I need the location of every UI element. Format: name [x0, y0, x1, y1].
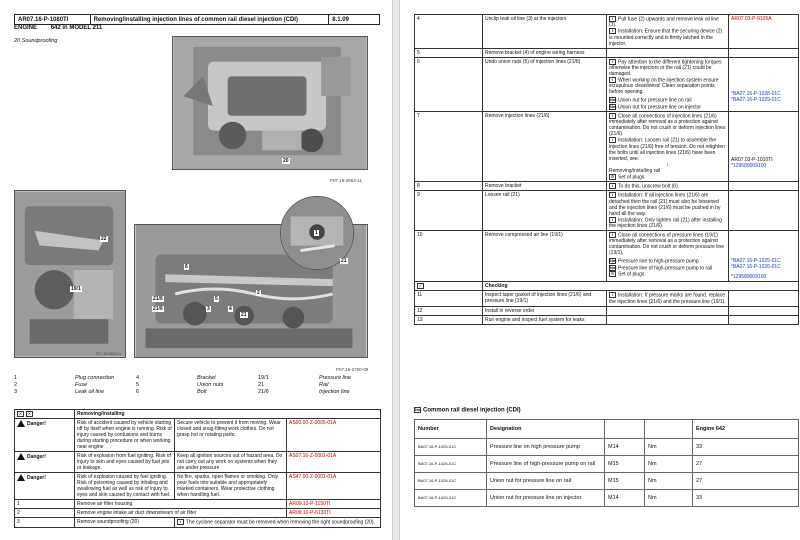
figure2-tag: 21: [341, 258, 347, 264]
table-row: 3 Remove soundproofing (20) i The cyclone separator must be removed when removing the right soundproofing (20).: [15, 518, 381, 527]
torque-icon: Nm: [415, 407, 422, 412]
info-icon: i: [609, 28, 616, 34]
document-header: [14, 14, 380, 25]
figure2-inset-code: P07.16-2608-01: [96, 352, 122, 356]
table-row: BA07.16-P-1026-01C Pressure line of high-pressure pump on rail M15 Nm 27: [415, 456, 799, 473]
table-row: 8 Remove bracket i To do this, unscrew bolt (6).: [415, 181, 799, 190]
reference-link[interactable]: *BA07.16-P-1026-01C: [731, 263, 781, 270]
right-page: [400, 0, 800, 540]
info-icon: i: [177, 519, 184, 525]
table-row: 2 Remove engine intake air duct downstream of air filter AR09.10-P-6130TI: [15, 509, 381, 518]
engine-model: 642 in MODEL 211: [50, 25, 103, 31]
figure-legend: [14, 375, 380, 396]
legend-row: 2 Fuse 5 Union nuts 21 Rail: [14, 382, 329, 388]
reference-link[interactable]: AS07.16-Z-0001-01A: [287, 452, 381, 473]
table-row: 1 Remove air filter housing AR09.10-P-1150TI: [15, 500, 381, 509]
danger-icon: [17, 420, 25, 427]
danger-icon: [17, 453, 25, 460]
check-icon: ✓: [418, 282, 423, 288]
engine-label: ENGINE: [14, 25, 38, 31]
figure1-caption: 20 Soundproofing: [14, 38, 58, 44]
table-row: Danger! Risk of accident caused by vehicle starting off by itself when engine is running. Risk of injury caused by contusions and burns during starting procedure or when working near engine Secure vehicle to prevent it from moving. Wear closed and snug-fitting work clothes. Do not grasp hot or rotating parts. AS00.00-Z-0005-01A: [15, 419, 381, 452]
left-page: [0, 0, 392, 540]
table-row: 4 Unclip leak oil line (3) at the injectors i Pull fuse (2) upwards and remove leak oil line (3). i Installation: Ensure that the securing device (2) is mounted correctly and is firmly latched in the injector. AR07.03-P-9105A: [415, 15, 799, 49]
reference-link[interactable]: AS00.00-Z-0005-01A: [287, 419, 381, 452]
table-header-row: Number Designation Engine 642: [415, 420, 799, 439]
table-row: 5 Remove bracket (4) of engine wiring harness: [415, 48, 799, 57]
torque-icon: Nm: [610, 97, 617, 103]
steps-table: [414, 14, 799, 325]
tool-icon: ⚙: [610, 173, 615, 179]
reference-link[interactable]: *129589009100: [731, 162, 767, 169]
figure2-tag: 21/6: [153, 296, 163, 302]
figure2-tag: 2: [257, 290, 260, 296]
table-row: BA07.16-P-1028-01C Union nut for pressure line on rail M15 Nm 27: [415, 473, 799, 490]
reference-link[interactable]: AS47.00-Z-0001-01A: [287, 473, 381, 500]
removing-installing-table: [14, 409, 381, 528]
table-row: Danger! Risk of explosion from fuel igniting. Risk of injury to skin and eyes caused by fuel jets or leakage. Keep all ignition sources out of hazard area. Do not carry out any work on systems when they are under pressure AS07.16-Z-0001-01A: [15, 452, 381, 473]
table-row-checking: ✓ Checking: [415, 281, 799, 290]
figure2-tag: 5: [215, 296, 218, 302]
figure1-code: P07.16-2663-11: [330, 178, 362, 183]
table-row: 12 Install in reverse order: [415, 306, 799, 315]
tool-icon: ✕: [18, 411, 23, 416]
torque-icon: Nm: [610, 264, 617, 270]
legend-row: 3 Leak oil line 6 Bolt 21/6 Injection line: [14, 389, 350, 395]
figure2-tag: 21/6: [153, 306, 163, 312]
table-row: 13 Run engine and inspect fuel system for leaks: [415, 315, 799, 324]
caution-icon: !: [609, 232, 616, 238]
table-row: 6 Undo union nuts (5) of injection lines (21/6) ! Pay attention to the different tightening torques otherwise the injectors or the rail (21) could be damaged. i When working on the injection system ensure scrupulous cleanliness! Clean separation points before opening. Nm Union nut for pressure line on rail Nm Union nut for pressure line on injector *BA07.16-P-1028-01C *BA07.16-P-1029-01C: [415, 57, 799, 111]
caution-icon: !: [609, 113, 616, 119]
info-icon: i: [609, 217, 616, 223]
table-title: Removing/installing: [75, 410, 381, 419]
figure2-code: P07.16-2700-09: [336, 367, 369, 372]
reference-link[interactable]: AR07.03-P-1010TI: [731, 156, 773, 163]
figure2-tag: 21: [241, 312, 247, 318]
figure2-tag: 4: [229, 306, 232, 312]
figure2-tag: 22: [101, 236, 107, 242]
legend-row: 1 Plug connection 4 Bracket 19/1 Pressure line: [14, 375, 352, 381]
figure2-tag: 1: [315, 230, 318, 236]
cdi-section-title: Nm Common rail diesel injection (CDI): [415, 407, 521, 414]
figure2-tag: 19/1: [71, 286, 81, 292]
info-icon: i: [609, 16, 616, 22]
figure1-tag: 20: [283, 158, 289, 164]
reference-link[interactable]: *BA07.16-P-1029-01C: [731, 96, 781, 103]
table-row: Danger! Risk of explosion caused by fuel igniting. Risk of poisoning caused by inhaling and swallowing fuel as well as risk of injury to eyes and skin caused by contact with fuel. No fire, sparks, open flames or smoking. Only pour fuels into suitable and appropriately marked containers. Wear protective clothing when handling fuel. AS47.00-Z-0001-01A: [15, 473, 381, 500]
table-header-row: [15, 410, 381, 419]
info-icon: i: [609, 192, 616, 198]
info-icon: i: [609, 137, 616, 143]
reference-link[interactable]: *129589009100: [731, 273, 767, 280]
figure2-tag: 6: [185, 264, 188, 270]
tool-icon: ⚙: [610, 270, 615, 276]
figure2-tag: 3: [207, 306, 210, 312]
table-row: BA07.16-P-1025-01C Pressure line on high pressure pump M14 Nm 33: [415, 439, 799, 456]
reference-link[interactable]: AR09.10-P-1150TI: [287, 500, 381, 509]
table-row: 11 Inspect taper gasket of injection lines (21/6) and pressure line (19/1) i Installation: If pressure marks are found, replace the injection lines (21/6) and the pressure line (19/1).: [415, 291, 799, 306]
info-icon: i: [609, 183, 616, 189]
reference-link[interactable]: AR09.10-P-6130TI: [287, 509, 381, 518]
reference-link[interactable]: *BA07.16-P-1028-01C: [731, 90, 781, 97]
table-row: 7 Remove injection lines (21/6) ! Close all connections of injection lines (21/6) immediately after removal as a protection against contamination. Do not crush or deform injection lines (21/6). i Installation: Loosen rail (21) to assemble the injection lines (21/6) free of tension. Do not retighten the bolts until all injection lines (21/6) have been inserted, see: ↓ Removing/installing rail ⚙ Set of plugs AR07.03-P-1010TI *129589009100: [415, 111, 799, 181]
torque-icon: Nm: [610, 103, 617, 109]
table-row: 9 Loosen rail (21) i Installation: If all injection lines (21/6) are detached then the rail (21) must also be loosened and the injection lines (21/6) must be pushed in by hand all the way. i Installation: Only tighten rail (21) after installing the injection lines (21/6).: [415, 191, 799, 231]
engine-photo-soundproofing: [172, 36, 368, 170]
doc-number: 8.1.09: [332, 17, 349, 23]
caution-icon: !: [609, 59, 616, 65]
engine-photo-side: [14, 190, 126, 358]
tool-icon: ✕: [27, 411, 32, 416]
page-gutter: [392, 0, 400, 540]
doc-code: AR07.16-P-1080TI: [15, 15, 91, 24]
engine-subheader: [14, 25, 114, 31]
torque-icon: Nm: [610, 258, 617, 264]
torque-spec-table: [414, 419, 799, 507]
reference-link[interactable]: AR07.03-P-9105A: [729, 15, 799, 49]
danger-icon: [17, 474, 25, 481]
info-icon: i: [609, 77, 616, 83]
reference-link[interactable]: *BA07.16-P-1025-01C: [731, 257, 781, 264]
table-row: 10 Remove compressed air line (19/1) ! Close all connections of pressure lines (19/1) immediately after removal as a protection against contamination. Do not crush or deform pressure line (19/1). Nm Pressure line to high-pressure pump Nm Pressure line of high-pressure pump to rail ⚙ Set of plugs *BA07.16-P-1025-01C *BA07.16-P-1026-01C *129589009100: [415, 230, 799, 281]
table-row: BA07.16-P-1029-01C Union nut for pressure line on injector M14 Nm 33: [415, 490, 799, 507]
doc-title: Removing/installing injection lines of common rail diesel injection (CDI): [91, 15, 330, 24]
info-icon: i: [609, 292, 616, 298]
